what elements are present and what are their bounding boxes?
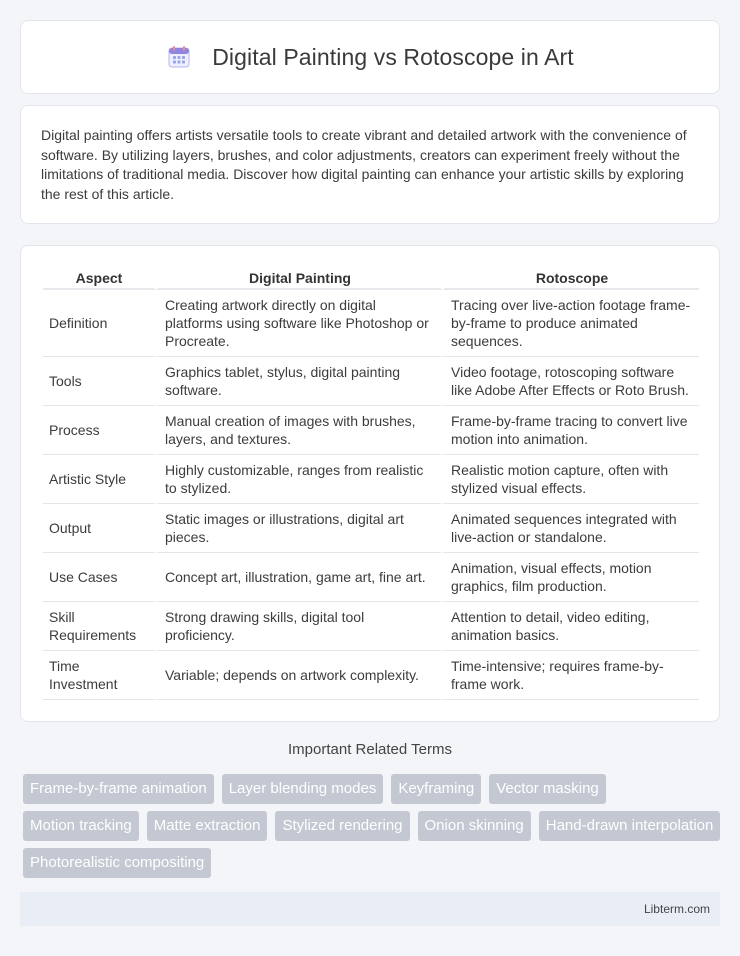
- row-digital-painting: Manual creation of images with brushes, layers, and textures.: [155, 406, 441, 455]
- table-row: [43, 357, 699, 406]
- table-row: [43, 553, 699, 602]
- row-aspect: Skill Requirements: [43, 602, 155, 651]
- row-aspect: Definition: [43, 290, 155, 357]
- row-rotoscope: Frame-by-frame tracing to convert live motion into animation.: [441, 406, 699, 455]
- column-header-digital-painting: Digital Painting: [155, 266, 441, 290]
- tag-stylized-rendering[interactable]: Stylized rendering: [275, 811, 409, 841]
- row-digital-painting: Concept art, illustration, game art, fine art.: [155, 553, 441, 602]
- column-header-aspect: Aspect: [43, 266, 155, 290]
- row-rotoscope: Realistic motion capture, often with stylized visual effects.: [441, 455, 699, 504]
- row-digital-painting: Graphics tablet, stylus, digital painting software.: [155, 357, 441, 406]
- related-terms-heading: Important Related Terms: [288, 741, 452, 758]
- title-wrap: [166, 44, 574, 71]
- tag-photorealistic-compositing[interactable]: Photorealistic compositing: [23, 848, 211, 878]
- row-digital-painting: Highly customizable, ranges from realistic to stylized.: [155, 455, 441, 504]
- tag-layer-blending-modes[interactable]: Layer blending modes: [222, 774, 384, 804]
- intro-paragraph: Digital painting offers artists versatile tools to create vibrant and detailed artwork with the convenience of software. By utilizing layers, brushes, and color adjustments, creators can experiment freely without the limitations of traditional media. Discover how digital painting can enhance your artistic skills by exploring the rest of this article.: [41, 127, 687, 202]
- row-aspect: Artistic Style: [43, 455, 155, 504]
- table-row: [43, 406, 699, 455]
- table-row: [43, 602, 699, 651]
- tag-motion-tracking[interactable]: Motion tracking: [23, 811, 139, 841]
- row-aspect: Process: [43, 406, 155, 455]
- row-aspect: Time Investment: [43, 651, 155, 700]
- tag-onion-skinning[interactable]: Onion skinning: [418, 811, 531, 841]
- tag-keyframing[interactable]: Keyframing: [391, 774, 481, 804]
- row-rotoscope: Animated sequences integrated with live-action or standalone.: [441, 504, 699, 553]
- tag-vector-masking[interactable]: Vector masking: [489, 774, 606, 804]
- row-aspect: Output: [43, 504, 155, 553]
- table-row: [43, 455, 699, 504]
- table-row: [43, 290, 699, 357]
- comparison-table: [43, 266, 699, 700]
- footer-site-link[interactable]: Libterm.com: [643, 902, 710, 916]
- column-header-rotoscope: Rotoscope: [441, 266, 699, 290]
- row-rotoscope: Time-intensive; requires frame-by-frame work.: [441, 651, 699, 700]
- row-digital-painting: Static images or illustrations, digital art pieces.: [155, 504, 441, 553]
- table-row: [43, 651, 699, 700]
- comparison-card: [20, 245, 720, 722]
- header-card: [20, 20, 720, 94]
- table-header-row: [43, 266, 699, 290]
- footer: [20, 892, 720, 926]
- tag-hand-drawn-interpolation[interactable]: Hand-drawn interpolation: [539, 811, 721, 841]
- calendar-icon: [166, 44, 192, 70]
- row-aspect: Use Cases: [43, 553, 155, 602]
- row-digital-painting: Variable; depends on artwork complexity.: [155, 651, 441, 700]
- table-row: [43, 504, 699, 553]
- row-rotoscope: Tracing over live-action footage frame-by-frame to produce animated sequences.: [441, 290, 699, 357]
- page-title: Digital Painting vs Rotoscope in Art: [212, 43, 574, 70]
- row-aspect: Tools: [43, 357, 155, 406]
- row-rotoscope: Animation, visual effects, motion graphics, film production.: [441, 553, 699, 602]
- related-terms-list: [23, 774, 723, 878]
- row-digital-painting: Creating artwork directly on digital platforms using software like Photoshop or Procreate.: [155, 290, 441, 357]
- intro-card: [20, 105, 720, 224]
- row-rotoscope: Video footage, rotoscoping software like Adobe After Effects or Roto Brush.: [441, 357, 699, 406]
- row-rotoscope: Attention to detail, video editing, animation basics.: [441, 602, 699, 651]
- row-digital-painting: Strong drawing skills, digital tool proficiency.: [155, 602, 441, 651]
- tag-matte-extraction[interactable]: Matte extraction: [147, 811, 268, 841]
- tag-frame-by-frame-animation[interactable]: Frame-by-frame animation: [23, 774, 214, 804]
